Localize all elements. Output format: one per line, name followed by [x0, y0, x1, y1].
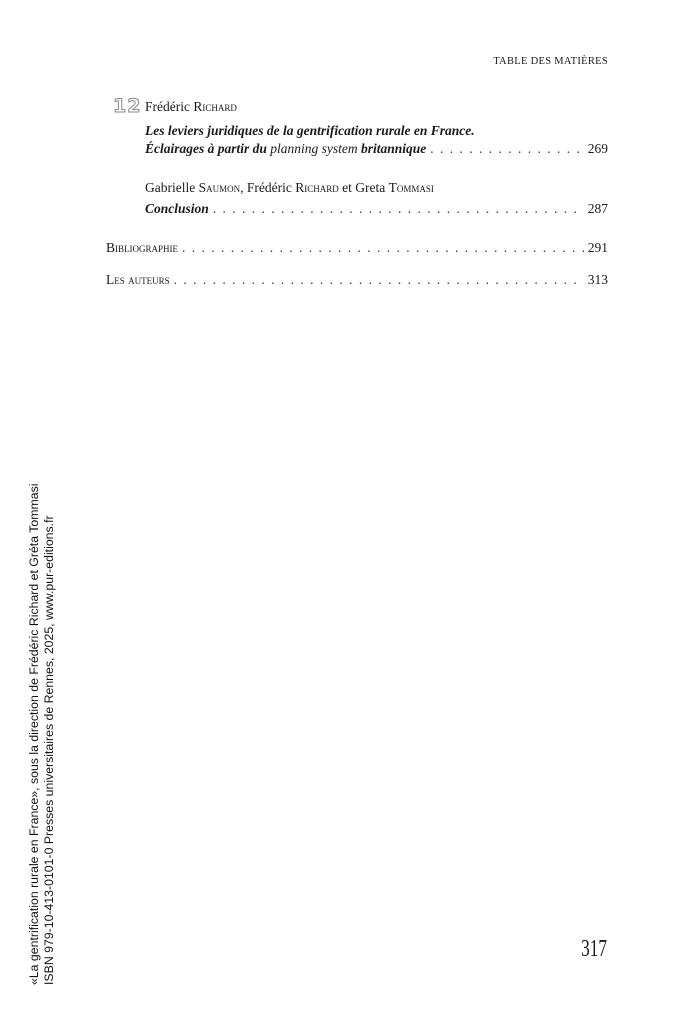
author-last-name: Richard: [295, 180, 339, 195]
author-first-name: Gabrielle: [145, 180, 199, 195]
author-last-name: Richard: [193, 99, 237, 114]
side-note-line1: «La gentrification rurale en France», sous la direction de Frédéric Richard et Gréta Tommasi: [27, 483, 41, 985]
page-ref: 269: [587, 141, 608, 156]
title-part: Éclairages à partir du: [145, 141, 271, 156]
side-copyright-note: [27, 484, 57, 985]
title-part: britannique: [357, 141, 427, 156]
toc-entry-conclusion[interactable]: [145, 201, 608, 217]
conclusion-title: Conclusion: [145, 201, 209, 216]
separator: ,: [240, 180, 247, 195]
title-part-italic: planning system: [270, 141, 358, 156]
chapter-number: 12: [113, 95, 142, 117]
bibliography-label: Bibliographie: [106, 240, 178, 255]
toc-entry-chapter-12[interactable]: [145, 141, 608, 157]
authors-label: Les auteurs: [106, 272, 170, 287]
dot-leader: [182, 240, 584, 256]
toc-entry-authors[interactable]: [106, 272, 608, 288]
author-last-name: Tommasi: [388, 180, 434, 195]
chapter-title-line1[interactable]: Les leviers juridiques de la gentrification rurale en France.: [145, 123, 475, 138]
author-first-name: Greta: [355, 180, 389, 195]
author-first-name: Frédéric: [246, 180, 296, 195]
page-ref: 313: [587, 272, 608, 287]
chapter-title-line2: [145, 141, 426, 157]
separator: et: [338, 180, 356, 195]
conclusion-authors: [145, 180, 434, 196]
page-number: 317: [581, 936, 607, 962]
page-ref: 287: [587, 201, 608, 216]
toc-entry-bibliography[interactable]: [106, 240, 608, 256]
running-head: TABLE DES MATIÈRES: [493, 56, 608, 67]
author-first-name: Frédéric: [145, 99, 194, 114]
side-note-line2: ISBN 979-10-413-0101-0 Presses universitaires de Rennes, 2025, www.pur-editions.fr: [42, 515, 56, 985]
dot-leader: [174, 272, 584, 288]
author-last-name: Saumon: [198, 180, 241, 195]
dot-leader: [213, 201, 584, 217]
dot-leader: [430, 141, 583, 157]
page-ref: 291: [587, 240, 608, 255]
chapter-author: [145, 99, 237, 115]
